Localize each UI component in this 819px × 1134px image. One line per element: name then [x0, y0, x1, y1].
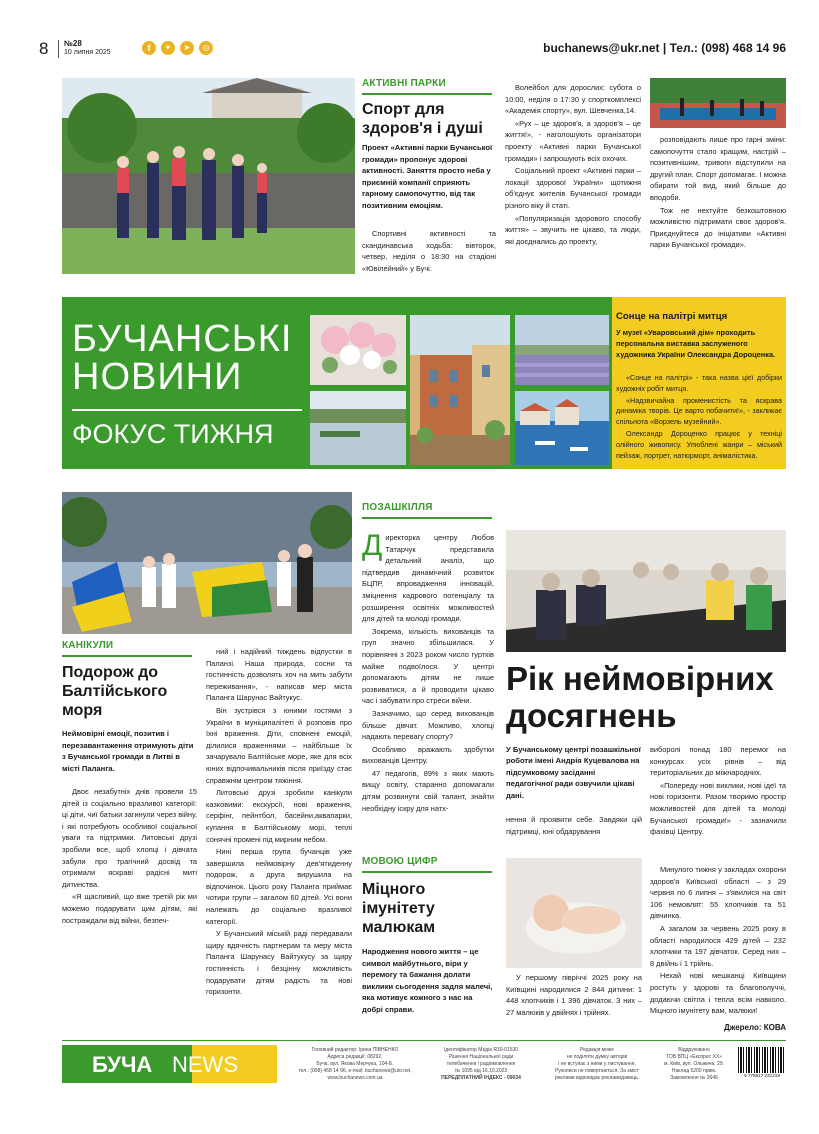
- focus-banner: [62, 297, 786, 469]
- parks-col2: Волейбол для дорослих: субота о 10:00, неділя о 17:30 у спорткомплексі «Академія спорту», вул. Шевченка,14. «Рух – це здоров'я, а здоров'я – це життя!», - наголошують організатори проекту «Активні парки Бучанської громади» і запрошують всіх охочих. Соціальний проект «Активні парки – локації здорової України» щотижня об'єднує жителів Бучанської громади різного віку й статі. «Популяризація здорового способу життя» – звучить не цікаво, та люди, які доєднались до проекту,: [505, 83, 641, 246]
- painting-lake: [310, 391, 406, 465]
- parks-lead: Проект «Активні парки Бучанської громади» пропонує здорові активності. Заняття просто неба у приємній компанії сприяють гарному самопочуттю, від так позитивним емоціям.: [362, 143, 493, 210]
- painting-street: [410, 315, 510, 465]
- parks-title: Спорт для здоров'я і душі: [362, 101, 483, 137]
- imprint-3: Редакція може не поділяти думку авторів і не вступає з ними у листування. Рукописи не повертаються. За зміст реклами відповідає рекламодавець.: [554, 1047, 640, 1081]
- section-rule: [362, 93, 492, 95]
- parks-col3: розповідають лише про гарні зміни: самопочуття стало кращим, настрій – позитивнішим, тривоги відступили на другий план. Спорт допомагає. І можна обирати той вид, який більше до вподоби. Тож не нехтуйте безкоштовною можливістю підтримати своє здоров'я. Приєднуйтеся до ініціативи «Активні парки Бучанської громади».: [650, 135, 786, 250]
- barcode-bars: [738, 1047, 786, 1073]
- twitter-icon[interactable]: ✦: [161, 41, 175, 55]
- school-col3: виборолі понад 180 перемог на конкурсах усіх рівнів – від територіальних до міжнародних. «Попереду нові виклики, нові ідеї та нові горизонти. Разом творимо простір можливостей для дітей та молоді Бучанської громади!» - зазначили фахівці Центру.: [650, 745, 786, 837]
- footer-logo: [62, 1045, 277, 1083]
- holiday-col1: Двоє незабутніх днів провели 15 дітей із соціально вразливої категорії: ці діти, чиї батьки загинули через війну, і які потребують особливої соціальної уваги та підтримки. Литовські друзі зробили все, щоб хлопці і дівчата забули про трагічний досвід та отримали яскраві радісні миті дитинства. «Я щасливий, що вже третій рік ми можемо подарувати цим дітям, які постраждали від війни, безпеч-: [62, 787, 197, 925]
- school-col2b: нення й проявити себе. Завдяки цій підтримці, юні обдарування: [506, 815, 642, 836]
- banner-line1: БУЧАНСЬКІ: [72, 318, 293, 360]
- telegram-icon[interactable]: ➤: [180, 41, 194, 55]
- section-label: КАНІКУЛИ: [62, 640, 114, 651]
- section-label: МОВОЮ ЦИФР: [362, 856, 438, 867]
- header-divider: [58, 40, 59, 58]
- parks-label: [362, 78, 492, 95]
- section-label: ПОЗАШКІЛЛЯ: [362, 502, 433, 513]
- issue-number: №28: [64, 39, 82, 48]
- page-header: [34, 38, 786, 62]
- digits-title: Міцного імунітету малюкам: [362, 881, 436, 936]
- digits-source: Джерело: КОВА: [723, 1023, 786, 1032]
- section-rule: [362, 871, 492, 873]
- painting-field: [515, 315, 609, 385]
- section-label: АКТИВНІ ПАРКИ: [362, 78, 446, 89]
- digits-col3: Минулого тижня у закладах охорони здоров'я Київської області – з 29 червня по 6 липня – з'явилися на світ 106 немовлят: 55 хлопчиків та 51 дівчинка. А загалом за червень 2025 року в області народилося 429 дітей – 232 хлопчики та 197 дівчаток. Серед них – 8 двійнь і 1 трійнь. Нехай нові мешканці Київщини ростуть у здорові та благополуччі, додаючи світла і тепла всім навколо. Міцного імунітету вам, малюки!: [650, 865, 786, 1016]
- holiday-col2: ний і надійний тиждень відпустки в Паланзі. Наша природа, сосни та гостинність дозволять хоч на мить забути переживання», - написав мер міста Паланга Шарунас Вайтукус. Він зустрівся з юними гостями з України в муніципалітеті й розповів про їхні враження. Діти, сповнені емоцій, ділилися враженнями – найбільше їх зачарувало Балтійське море, яке для всіх юних відпочивальників після приїзду стає справжнім центром тяжіння. Литовські друзі зробили канікули казковими: екскурсії, нові враження, серфінг, пейнтбол, басейни,аквапарки, купання в Балтійському морі, теплі сонячні промені під мирним небом. Нині перша група бучанців уже завершила неймовірну дев'ятиденну подорож, а друга вирушила на відпочинок. Цього року Паланга приймає чотири групи – загалом 60 дітей. Усі вони належать до соціально вразливої категорії. У Бучанський міській раді передавали щиру вдячність партнерам та меру міста Паланга Шарунасу Вайтукусу за щиру гостинність і безцінну можливість подарувати дітям радість та нові горизонти.: [206, 647, 352, 997]
- art-body: «Сонце на палітрі» - така назва цієї добірки художніх робіт митця. «Надзвичайна променистість та яскрава динаміка творів. Це варто побачити!», - закликає спільнота «Ворзель музейний». Олександр Дороценко працює у техніці олійного живопису. Улюблені жанри – міський пейзаж, портрет, натюрморт, анімалістика.: [616, 373, 782, 460]
- social-icons: [142, 41, 213, 55]
- school-lead: У Бучанському центрі позашкільної роботи імені Андрія Куцевалова на підсумковому засіданні педагогічної ради озвучили цікаві дані.: [506, 745, 641, 800]
- footer: [62, 1040, 786, 1087]
- barcode-number: 9 778617 231218: [744, 1073, 780, 1078]
- painting-harbor: [515, 391, 609, 465]
- imprint-2: Ідентифікатор Медіа R30-01530 Рішення Національної ради телебачення і радіомовлення № 1095 від 16.10.2023 ПЕРЕДПЛАТНИЙ ІНДЕКС - 09034: [441, 1047, 521, 1081]
- holiday-photo: [62, 492, 352, 634]
- header-contacts: buchanews@ukr.net | Тел.: (098) 468 14 96: [543, 41, 786, 55]
- school-title: Рік неймовірних досягнень: [506, 660, 774, 734]
- art-title: Сонце на палітрі митця: [616, 311, 728, 322]
- digits-col2: У першому півріччі 2025 року на Київщині народилися 2 844 дитини: 1 448 хлопчиків і 1 396 дівчаток. З них – 27 малюків у двійнях і трійнях.: [506, 973, 642, 1017]
- baby-photo: [506, 858, 642, 968]
- section-rule: [62, 655, 192, 657]
- logo-text-a: БУЧА: [92, 1052, 153, 1077]
- page-number: 8: [39, 39, 49, 58]
- parks-court-photo: [650, 78, 786, 128]
- banner-line2: НОВИНИ: [72, 356, 243, 398]
- parks-photo: [62, 78, 355, 274]
- imprint-1: Головний редактор: Ірина ПІВНЕНКО Адреса редакції: 08292, Буча, вул. Якова Мерчука, 104-Б, тел.: (098) 468 14 96, e-mail: buchanews@ukr.net, www.buchanews.com.ua: [298, 1047, 412, 1081]
- issue-date: 10 липня 2025: [64, 49, 111, 56]
- school-label: [362, 502, 492, 519]
- holiday-lead: Неймовірні емоції, позитив і перезавантаження отримують діти з Бучанської громади в Литві в місті Паланга.: [62, 729, 194, 773]
- drop-cap: Д: [362, 529, 383, 562]
- facebook-icon[interactable]: f: [142, 41, 156, 55]
- art-lead: У музеї «Уваровський дім» проходить персональна виставка заслуженого художника України Олександра Дороценка.: [616, 328, 776, 359]
- digits-lead: Народження нового життя – це символ майбутнього, віри у перемогу та бажання долати виклики сьогодення задля малечі, яка мотивує кожного з нас на добрі справи.: [362, 947, 493, 1014]
- school-photo: [506, 530, 786, 652]
- banner-line3: ФОКУС ТИЖНЯ: [72, 419, 274, 449]
- imprint-4: Віддруковано ТОВ ВПЦ «Експрес ХХ» м. Київ, вул. Ольжича, 29. Наклад 5200 прим. Замовлення № 2646: [664, 1047, 724, 1081]
- painting-flowers: [310, 315, 406, 385]
- holiday-title: Подорож до Балтійського моря: [62, 664, 168, 719]
- banner-divider: [72, 409, 302, 411]
- instagram-icon[interactable]: ◎: [199, 41, 213, 55]
- logo-text-b: NEWS: [172, 1052, 238, 1077]
- digits-label: [362, 856, 492, 873]
- section-rule: [362, 517, 492, 519]
- school-col1: Директорка центру Любов Татарчук представила детальний аналіз, що підтвердив динамічний розвиток БЦПР, впровадження інновацій, зміцнення кадрового потенціалу та розширення освітніх можливостей для дітей та молоді громади. Зокрема, кількість вихованців та груп значно збільшилася. У порівнянні з 2023 роком число гуртків майже подвоїлося. У центрі допомагають дітям не лише розвиватися, а й проводити цікаво час і забувати про стреси війни. Зазначимо, що серед вихованців більше дівчат. Можливо, хлопці надають перевагу спорту? Особливо вражають здобутки вихованців Центру. 47 педагогів, 89% з яких мають вищу освіту, старанно допомагали дітям розвинути свій талант, знайти необхідну іскру для натх-: [362, 529, 494, 813]
- holiday-label: [62, 640, 192, 657]
- barcode: [738, 1047, 786, 1081]
- parks-col1: Спортивні активності та скандинавська ходьба: вівторок, четвер, неділя о 18:30 на стадіоні «Ювілейний» у Бучі.: [362, 229, 496, 273]
